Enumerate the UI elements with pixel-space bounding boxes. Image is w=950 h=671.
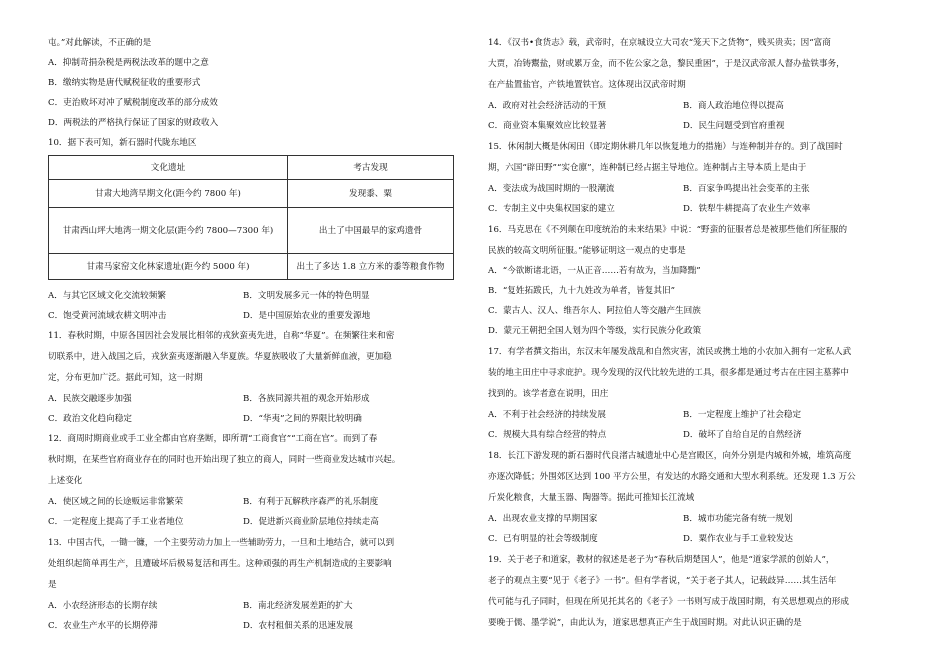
q15-option-d[interactable]: D．铁犁牛耕提高了农业生产效率 [683,204,811,214]
q19-stem-line: 老子的观点主要“见于《老子》一书”。但有学者说，“关于老子其人，记载歧异……其生活年 [488,576,837,586]
q10-option-d[interactable]: D．是中国原始农业的重要发源地 [243,311,371,321]
q12-option-a[interactable]: A．使区域之间的长途贩运非常繁荣 [48,497,184,507]
q17-stem-line: 17．有学者撰文指出，东汉末年屡发战乱和自然灾害，流民或携土地的小农加入拥有一定私人武 [488,347,852,357]
q12-stem-line: 12．商周时期商业或手工业全都由官府垄断，即所谓“工商食官”“工商在官”。而到了春 [48,434,378,444]
q10-table-header-site: 文化遗址 [49,156,288,180]
q10-table-cell: 甘肃西山坪大地湾一期文化层(距今约 7800—7300 年) [49,208,288,254]
q15-option-c[interactable]: C．专制主义中央集权国家的建立 [488,204,615,214]
q17-option-a[interactable]: A．不利于社会经济的持续发展 [488,410,606,420]
q11-option-b[interactable]: B．各族同源共祖的观念开始形成 [243,394,370,404]
q16-option-d[interactable]: D．蒙元王朝把全国人划为四个等级，实行民族分化政策 [488,326,702,336]
q18-stem-line: 18．长江下游发现的新石器时代良渚古城遗址中心是宫殿区，向外分别是内城和外城，堆筑高度 [488,451,852,461]
q14-stem-line: 大贾，冶铸鬻盐，财或累万金，而不佐公家之急，黎民重困”，于是汉武帝派人督办盐铁事务， [488,59,845,69]
q14-stem-line: 14．《汉书•食货志》载，武帝时，在京城设立大司农“笼天下之货物”，贱买贵卖；因“富商 [488,38,831,48]
q16-option-b[interactable]: B．“复姓拓跋氏，九十九姓改为单者，皆复其旧” [488,286,675,296]
q12-stem-line: 上述变化 [48,476,83,486]
q10-table-header-finding: 考古发现 [288,156,454,180]
q13-stem-line: 13．中国古代，一锄一镰，一个主要劳动力加上一些辅助劳力，一旦和土地结合，就可以到 [48,538,395,548]
q16-stem-line: 16．马克思在《不列颠在印度统治的未来结果》中说：“野蛮的征服者总是被那些他们所征服的 [488,225,848,235]
q10-table-cell: 出土了中国最早的家鸡遗骨 [288,208,454,254]
q11-option-c[interactable]: C．政治文化趋向稳定 [48,414,132,424]
q11-stem-line: 切联系中，进入战国之后，戎狄蛮夷逐渐融入华夏族。华夏族吸收了大量新鲜血液，更加稳 [48,352,392,362]
q14-option-b[interactable]: B．商人政治地位得以提高 [683,101,784,111]
q13-stem-line: 是 [48,580,57,590]
q18-stem-line: 斤炭化粮食，大量玉器、陶器等。据此可推知长江流域 [488,493,695,503]
q10-table-cell: 甘肃大地湾早期文化(距今约 7800 年) [49,180,288,208]
q16-stem-line: 民族的较高文明所征服。”能够证明这一观点的史事是 [488,246,686,256]
q19-stem-line: 19．关于老子和道家，教材的叙述是老子为“春秋后期楚国人”，他是“道家学派的创始人”， [488,555,835,565]
q10-table-cell: 发现黍、粟 [288,180,454,208]
q10-table-cell: 出土了多达 1.8 立方米的黍等粮食作物 [288,254,454,280]
q11-option-a[interactable]: A．民族交融逐步加强 [48,394,132,404]
q19-stem-line: 代可能与孔子同时，但现在所见托其名的《老子》一书则写成于战国时期，有关思想观点的形成 [488,597,849,607]
q11-option-d[interactable]: D．“华夷”之间的界限比较明确 [243,414,362,424]
q12-option-c[interactable]: C．一定程度上提高了手工业者地位 [48,517,184,527]
q13-option-d[interactable]: D．农村租佃关系的迅速发展 [243,621,354,631]
q12-option-b[interactable]: B．有利于瓦解秩序森严的礼乐制度 [243,497,379,507]
q10-stem: 10．据下表可知，新石器时代陇东地区 [48,138,197,148]
q11-stem-line: 11．春秋时期，中原各国因社会发展比相邻的戎狄蛮夷先进，自称“华夏”。在频繁往来和密 [48,331,395,341]
q18-option-b[interactable]: B．城市功能完备有统一规划 [683,514,793,524]
q15-option-b[interactable]: B．百家争鸣提出社会变革的主张 [683,184,810,194]
q17-stem-line: 装的地主田庄中寻求庇护。现今发现的汉代比较先进的工具，很多都是通过考古在庄园主墓葬中 [488,368,849,378]
q18-stem-line: 亦逐次降低；外围郊区达到 100 平方公里，有发达的水路交通和大型水利系统。还发现 1.3 万公 [488,472,856,482]
q19-stem-line: 要晚于儒、墨学说”，由此认为，道家思想真正产生于战国时期。对此认识正确的是 [488,618,802,628]
q17-option-b[interactable]: B．一定程度上维护了社会稳定 [683,410,802,420]
q17-option-c[interactable]: C．规模大具有综合经营的特点 [488,430,607,440]
q14-option-a[interactable]: A．政府对社会经济活动的干预 [488,101,606,111]
q13-option-a[interactable]: A．小农经济形态的长期存续 [48,601,158,611]
q9-stem-tail: 屯。”对此解读，不正确的是 [48,38,152,48]
q15-option-a[interactable]: A．变法成为战国时期的一股潮流 [488,184,615,194]
q18-option-d[interactable]: D．粟作农业与手工业较发达 [683,534,794,544]
q17-stem-line: 找到的。该学者意在说明，田庄 [488,389,609,399]
q18-option-c[interactable]: C．已有明显的社会等级制度 [488,534,598,544]
q9-option-c[interactable]: C．吏治败坏对冲了赋税制度改革的部分成效 [48,98,218,108]
q12-stem-line: 秋时期，在某些官府商业存在的同时也开始出现了独立的商人，同时一些商业发达城市兴起。 [48,455,401,465]
q9-option-d[interactable]: D．两税法的严格执行保证了国家的财政收入 [48,118,219,128]
q16-option-c[interactable]: C．蒙古人、汉人、维吾尔人、阿拉伯人等交融产生回族 [488,306,701,316]
q17-option-d[interactable]: D．破坏了自给自足的自然经济 [683,430,802,440]
q9-option-b[interactable]: B．缴纳实物是唐代赋税征收的重要形式 [48,78,201,88]
q12-option-d[interactable]: D．促进新兴商业阶层地位持续走高 [243,517,379,527]
q10-option-c[interactable]: C．饱受黄河流域农耕文明冲击 [48,311,167,321]
q14-stem-line: 在产盐置盐官，产铁地置铁官。这体现出汉武帝时期 [488,80,686,90]
q10-option-b[interactable]: B．文明发展多元一体的特色明显 [243,291,370,301]
q10-table [48,155,454,280]
q13-option-b[interactable]: B．南北经济发展差距的扩大 [243,601,353,611]
q16-option-a[interactable]: A．“今欲断诸北语，一从正音……若有故为，当加降黜” [488,266,701,276]
q13-option-c[interactable]: C．农业生产水平的长期停滞 [48,621,158,631]
q13-stem-line: 处组织起简单再生产，且遭破坏后极易复活和再生。这种顽强的再生产机制造成的主要影响 [48,559,392,569]
q15-stem-line: 15．休闲制大概是休闲田（即定期休耕几年以恢复地力的措施）与连种制并存的。到了战国时 [488,142,843,152]
q10-option-a[interactable]: A．与其它区域文化交流较频繁 [48,291,166,301]
q15-stem-line: 期，六国“辟田野”“实仓廪”，连种制已经占据主导地位。连种制占主导本质上是由于 [488,163,807,173]
q14-option-c[interactable]: C．商业资本集聚效应比较显著 [488,121,607,131]
q18-option-a[interactable]: A．出现农业支撑的早期国家 [488,514,598,524]
q9-option-a[interactable]: A．抑制苛捐杂税是两税法改革的题中之意 [48,58,209,68]
q14-option-d[interactable]: D．民生问题受到官府重视 [683,121,785,131]
q10-table-cell: 甘肃马家窑文化林家遗址(距今约 5000 年) [49,254,288,280]
q11-stem-line: 定，分布更加广泛。据此可知，这一时期 [48,373,203,383]
